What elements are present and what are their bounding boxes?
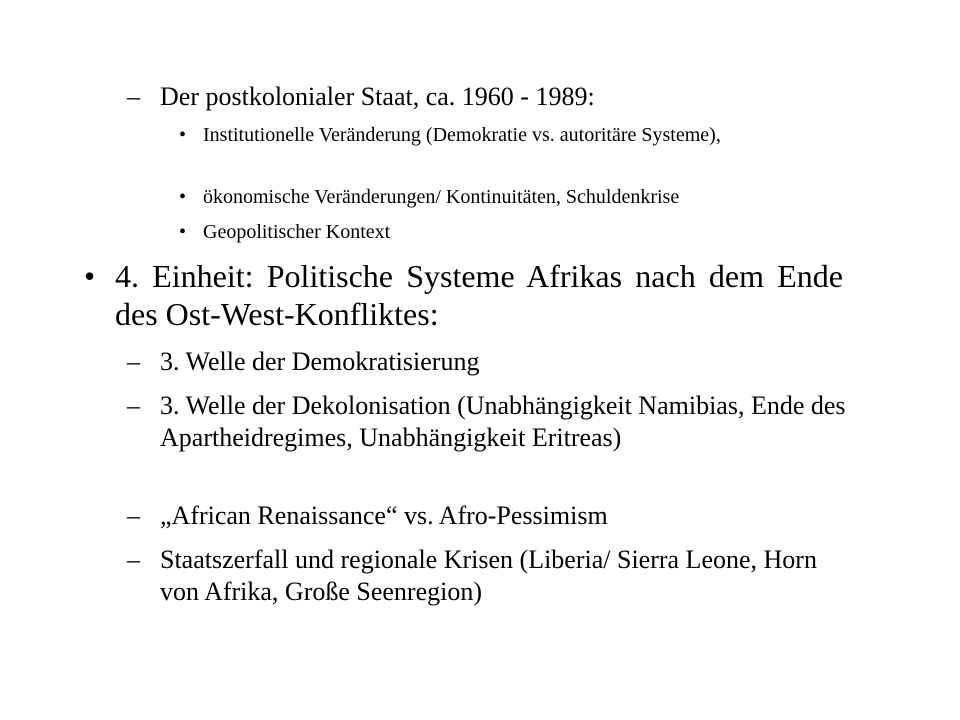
list-item-postcolonial-state [127, 81, 860, 113]
sub-item-economic-change [179, 186, 843, 208]
list-item-text: Staatszerfall und regionale Krisen (Liberia/ Sierra Leone, Horn von Afrika, Große Seenregion) [160, 545, 817, 606]
sub-item-institutional-change [179, 124, 819, 146]
dash-marker: – [127, 391, 140, 420]
list-item-democratization [127, 346, 860, 378]
list-item-state-collapse [127, 544, 820, 608]
dash-marker: – [127, 82, 140, 111]
bullet-marker: • [179, 221, 187, 243]
list-item-text: „African Renaissance“ vs. Afro-Pessimism [160, 501, 608, 530]
dash-marker: – [127, 545, 140, 574]
list-item-text: 3. Welle der Dekolonisation (Unabhängigkeit Namibias, Ende des Apartheidregimes, Unabhängigkeit Eritreas) [160, 391, 846, 452]
sub-item-text: ökonomische Veränderungen/ Kontinuitäten, Schuldenkrise [203, 186, 680, 208]
list-item-decolonization [127, 390, 872, 454]
sub-item-text: Institutionelle Veränderung (Demokratie vs. autoritäre Systeme), [203, 124, 721, 146]
dash-marker: – [127, 347, 140, 376]
dash-marker: – [127, 501, 140, 530]
main-item-unit-4 [84, 257, 843, 333]
bullet-marker: • [179, 124, 187, 146]
sub-item-text: Geopolitischer Kontext [203, 221, 391, 243]
list-item-text: 3. Welle der Demokratisierung [160, 347, 480, 376]
bullet-marker: • [179, 186, 187, 208]
main-item-text: 4. Einheit: Politische Systeme Afrikas nach dem Ende des Ost-West-Konfliktes: [115, 258, 843, 332]
list-item-african-renaissance [127, 500, 860, 532]
bullet-marker: • [84, 258, 96, 294]
sub-item-geopolitical-context [179, 221, 843, 243]
list-item-text: Der postkolonialer Staat, ca. 1960 - 1989: [160, 82, 595, 111]
